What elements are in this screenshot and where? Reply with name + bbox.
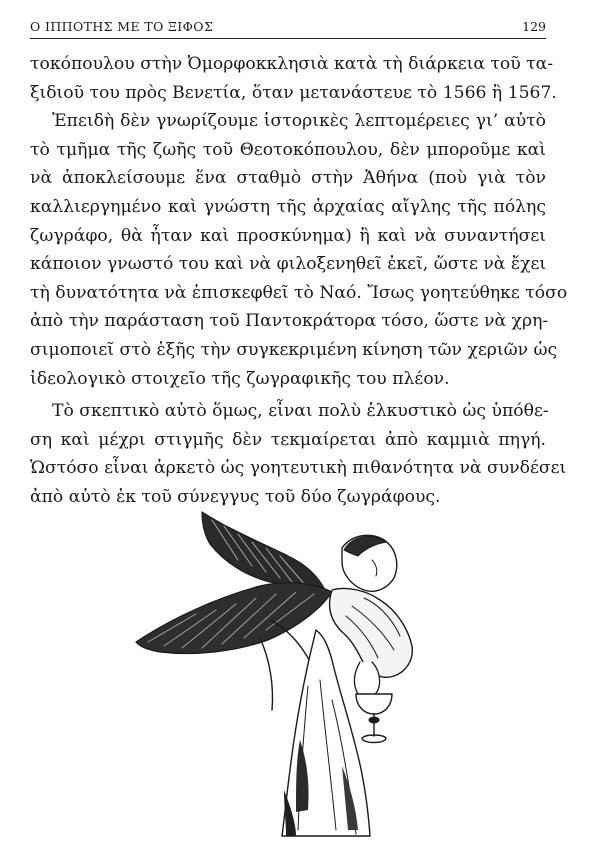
text-line: Τὸ σκεπτικὸ αὐτὸ ὅμως, εἶναι πολὺ ἑλκυστικὸ ὡς ὑπόθε- bbox=[52, 401, 549, 422]
page-header bbox=[30, 16, 546, 39]
text-line: νὰ ἀποκλείσουμε ἕνα σταθμὸ στὴν Ἀθήνα (ποὺ γιὰ τὸν bbox=[30, 168, 546, 189]
text-line: ξιδιοῦ του πρὸς Βενετία, ὅταν μετανάστευε τὸ 1566 ἢ 1567. bbox=[30, 82, 557, 103]
text-line: ἀπὸ αὐτὸ ἐκ τοῦ σύνεγγυς τοῦ δύο ζωγράφους. bbox=[30, 486, 441, 507]
upper-wing bbox=[202, 512, 325, 590]
body-text bbox=[30, 50, 568, 512]
text-line: ἀπὸ τὴν παράσταση τοῦ Παντοκράτορα τόσο, ὥστε νὰ χρη- bbox=[30, 311, 549, 332]
running-title: Ο ΙΠΠΟΤΗΣ ΜΕ ΤΟ ΞΙΦΟΣ bbox=[30, 19, 214, 34]
text-line: σιμοποιεῖ στὸ ἑξῆς τὴν συγκεκριμένη κίνηση τῶν χεριῶν ὡς bbox=[30, 339, 558, 360]
text-line: τὸ τμῆμα τῆς ζωῆς τοῦ Θεοτοκόπουλου, δὲν μποροῦμε καὶ bbox=[30, 139, 546, 160]
text-line: τοκόπουλου στὴν Ὀμορφοκκλησιὰ κατὰ τὴ διάρκεια τοῦ τα- bbox=[30, 54, 554, 74]
text-line: Ἐπειδὴ δὲν γνωρίζουμε ἱστορικὲς λεπτομέρειες γι’ αὐτὸ bbox=[52, 111, 546, 132]
chalice bbox=[356, 694, 392, 714]
text-line: ζωγράφο, θὰ ἦταν καὶ προσκύνημα) ἢ καὶ νὰ συναντήσει bbox=[30, 225, 546, 246]
text-line: τὴ δυνατότητα νὰ ἐπισκεφθεῖ τὸ Ναό. Ἴσως γοητεύθηκε τόσο bbox=[30, 282, 568, 303]
paragraph-2 bbox=[30, 107, 568, 393]
text-line: καλλιεργημένο καὶ γνώστη τῆς ἀρχαίας αἴγλης τῆς πόλης bbox=[30, 196, 546, 217]
paragraph-1 bbox=[30, 50, 557, 107]
angel-illustration bbox=[120, 490, 450, 840]
text-line: ἰδεολογικὸ στοιχεῖο τῆς ζωγραφικῆς του πλέον. bbox=[30, 368, 450, 389]
text-line: ση καὶ μέχρι στιγμῆς δὲν τεκμαίρεται ἀπὸ καμμιὰ πηγή. bbox=[30, 429, 546, 450]
text-line: Ὡστόσο εἶναι ἀρκετὸ ὡς γοητευτικὴ πιθανότητα νὰ συνδέσει bbox=[30, 458, 567, 479]
page-number: 129 bbox=[522, 19, 546, 34]
text-line: κάποιον γνωστό του καὶ νὰ φιλοξενηθεῖ ἐκεῖ, ὥστε νὰ ἔχει bbox=[30, 254, 547, 275]
